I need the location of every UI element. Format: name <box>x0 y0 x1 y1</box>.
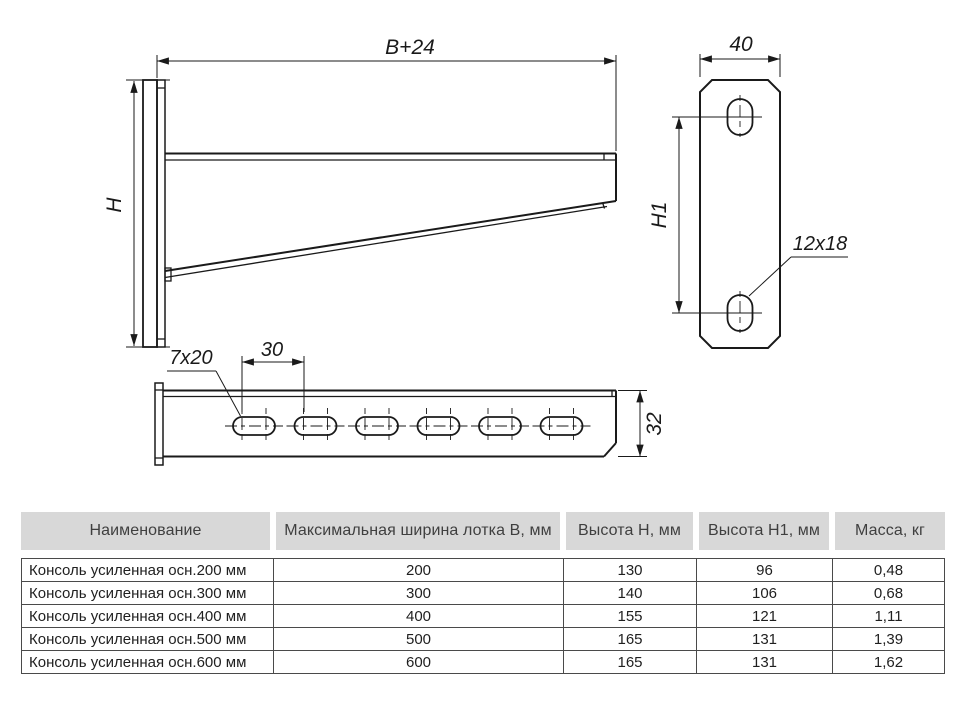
cell-value: 400 <box>274 605 564 628</box>
spec-table-body <box>22 559 945 674</box>
cell-value: 300 <box>274 582 564 605</box>
cell-value: 500 <box>274 628 564 651</box>
arm-slots <box>225 408 591 444</box>
table-row <box>22 651 945 674</box>
callout-arm-slot <box>167 347 241 416</box>
main-view <box>103 36 616 347</box>
spec-table <box>21 558 945 674</box>
dim-arm-slot-pitch <box>242 339 304 412</box>
dim-plate-hole-pitch <box>648 117 679 313</box>
cell-value: 121 <box>697 605 833 628</box>
cell-value: 155 <box>564 605 697 628</box>
cell-value: 131 <box>697 651 833 674</box>
header-mass: Масса, кг <box>835 512 945 550</box>
table-row <box>22 605 945 628</box>
cell-value: 130 <box>564 559 697 582</box>
cell-value: 200 <box>274 559 564 582</box>
cell-value: 0,68 <box>833 582 945 605</box>
table-row <box>22 628 945 651</box>
spec-table-header <box>21 512 945 550</box>
dim-label-arm-slot-pitch: 30 <box>260 339 284 361</box>
dim-label-plate-slot: 12x18 <box>792 233 848 255</box>
cell-value: 0,48 <box>833 559 945 582</box>
top-view <box>155 339 666 465</box>
cell-product-name: Консоль усиленная осн.400 мм <box>22 605 274 628</box>
cell-value: 131 <box>697 628 833 651</box>
dim-arm-profile-height <box>618 391 666 457</box>
header-tray-width: Максимальная ширина лотка B, мм <box>276 512 560 550</box>
cell-value: 106 <box>697 582 833 605</box>
dim-label-arm-profile-height: 32 <box>643 412 666 436</box>
callout-plate-slot <box>749 233 848 296</box>
cell-value: 1,62 <box>833 651 945 674</box>
plate-view <box>648 33 848 348</box>
dim-label-overall-height: H <box>103 197 126 213</box>
cell-value: 96 <box>697 559 833 582</box>
cell-product-name: Консоль усиленная осн.300 мм <box>22 582 274 605</box>
table-row <box>22 582 945 605</box>
header-height-h: Высота H, мм <box>566 512 693 550</box>
cell-product-name: Консоль усиленная осн.500 мм <box>22 628 274 651</box>
dim-overall-height <box>103 80 170 347</box>
dim-label-arm-slot: 7x20 <box>169 347 213 369</box>
cell-value: 165 <box>564 628 697 651</box>
dim-overall-width <box>157 36 616 151</box>
cell-value: 140 <box>564 582 697 605</box>
table-row <box>22 559 945 582</box>
cell-value: 1,39 <box>833 628 945 651</box>
header-name: Наименование <box>21 512 270 550</box>
dim-plate-width <box>700 33 780 77</box>
cell-value: 1,11 <box>833 605 945 628</box>
cell-value: 600 <box>274 651 564 674</box>
dim-label-plate-hole-pitch: H1 <box>648 201 671 229</box>
cell-product-name: Консоль усиленная осн.600 мм <box>22 651 274 674</box>
cell-value: 165 <box>564 651 697 674</box>
dim-label-overall-width: B+24 <box>385 36 435 59</box>
header-height-h1: Высота H1, мм <box>699 512 829 550</box>
cell-product-name: Консоль усиленная осн.200 мм <box>22 559 274 582</box>
dim-label-plate-width: 40 <box>729 33 753 56</box>
